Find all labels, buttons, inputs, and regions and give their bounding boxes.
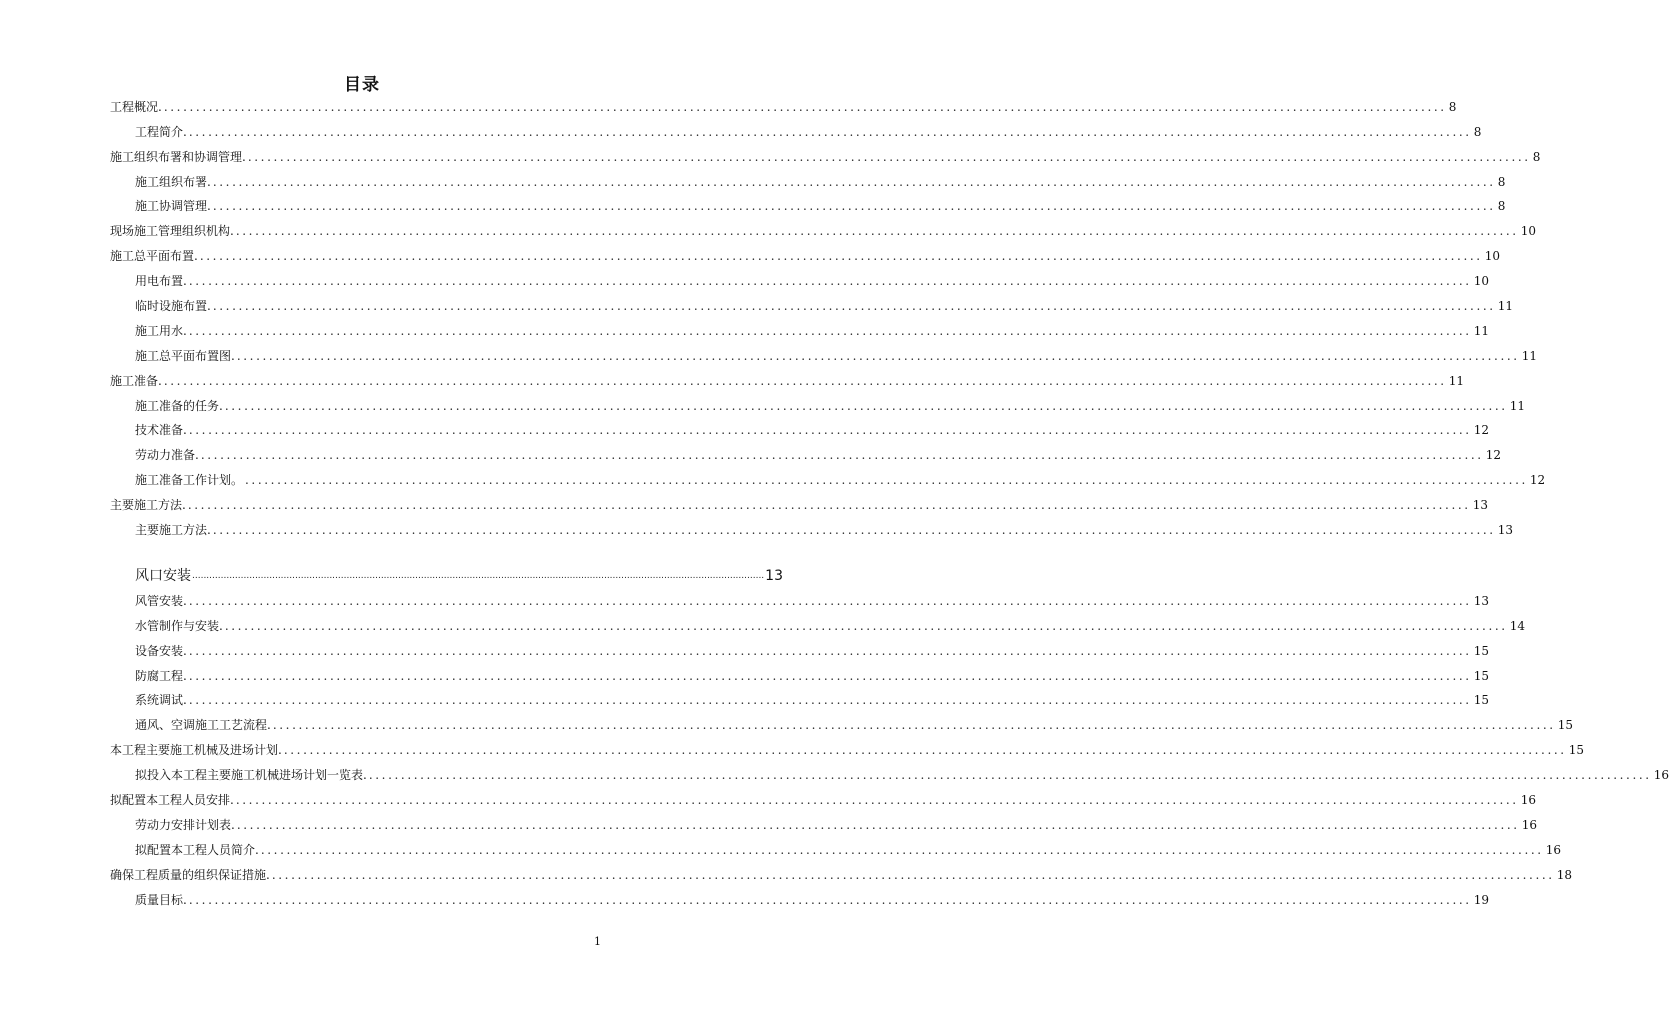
toc-dot-leader: ........................................................................................................................................................................................................ bbox=[224, 398, 1508, 413]
toc-dot-leader: ........................................................................................................................................................................................................ bbox=[236, 348, 1520, 363]
toc-entry-page: 13 bbox=[1473, 593, 1489, 608]
toc-entry-page: 15 bbox=[1473, 668, 1489, 683]
toc-dot-leader: ........................................................................................................................................................................................................ bbox=[199, 249, 1483, 264]
toc-entry-page: 8 bbox=[1473, 124, 1482, 139]
toc-dot-leader: ........................................................................................................................................................................................................ bbox=[247, 149, 1531, 164]
toc-entry-page: 13 bbox=[1472, 498, 1488, 513]
toc-entry[interactable] bbox=[110, 659, 1489, 684]
toc-entry-page: 15 bbox=[1473, 693, 1489, 708]
toc-entry-title: 技术准备. bbox=[135, 423, 187, 438]
toc-dot-leader: ........................................................................................................................................................................................................ bbox=[188, 124, 1472, 139]
toc-entry[interactable] bbox=[110, 684, 1489, 709]
toc-dot-leader: ........................................................................................................................................................................................................ bbox=[188, 892, 1472, 907]
toc-entry[interactable] bbox=[110, 609, 1525, 634]
toc-entry-title: 施工协调管理. bbox=[135, 199, 211, 214]
toc-entry[interactable] bbox=[110, 783, 1536, 808]
toc-entry-title: 确保工程质量的组织保证措施. bbox=[110, 867, 270, 882]
toc-entry[interactable] bbox=[110, 264, 1489, 289]
toc-entry-title: 拟配置本工程人员简介. bbox=[135, 842, 259, 857]
toc-entry[interactable] bbox=[110, 733, 1584, 758]
toc-dot-leader: ........................................................................................................................................................................................................ bbox=[163, 99, 1447, 114]
toc-entry[interactable] bbox=[110, 214, 1536, 239]
toc-entry-page: 19 bbox=[1473, 892, 1489, 907]
toc-entry-page: 10 bbox=[1484, 249, 1500, 264]
toc-dot-leader: ........................................................................................................................................................................................................ bbox=[235, 793, 1519, 808]
toc-entry[interactable] bbox=[110, 239, 1500, 264]
toc-entry-page: 15 bbox=[1557, 718, 1573, 733]
toc-entry-page: 18 bbox=[1556, 867, 1572, 882]
toc-entry-page: 11 bbox=[1497, 299, 1513, 314]
toc-entry-title: 拟配置本工程人员安排. bbox=[110, 793, 234, 808]
toc-entry-title: 施工组织布署. bbox=[135, 174, 211, 189]
toc-entry-title: 工程简介. bbox=[135, 124, 187, 139]
toc-dot-leader: ........................................................................................................................................................................................................ bbox=[272, 718, 1556, 733]
toc-entry-title: 劳动力准备. bbox=[135, 448, 199, 463]
toc-entry-title: 本工程主要施工机械及进场计划. bbox=[110, 743, 282, 758]
toc-entry[interactable] bbox=[110, 289, 1513, 314]
toc-entry-title: 施工准备工作计划。 bbox=[135, 473, 244, 488]
toc-entry-title: 防腐工程. bbox=[135, 668, 187, 683]
toc-entry-page: 11 bbox=[1521, 348, 1537, 363]
toc-entry[interactable] bbox=[110, 314, 1489, 339]
toc-entry-page: 11 bbox=[1473, 323, 1489, 338]
toc-dot-leader: ........................................................................................................................................................................................................ bbox=[188, 668, 1472, 683]
toc-entry-title: 临时设施布置. bbox=[135, 299, 211, 314]
toc-entry[interactable] bbox=[110, 634, 1489, 659]
toc-entry-title: 施工组织布署和协调管理. bbox=[110, 149, 246, 164]
toc-entry-title: 系统调试. bbox=[135, 693, 187, 708]
toc-entry-page: 11 bbox=[1448, 373, 1464, 388]
toc-dot-leader: ........................................................................................................................................................................................................ bbox=[192, 571, 765, 582]
table-of-contents bbox=[110, 90, 1669, 908]
toc-entry-title: 用电布置. bbox=[135, 274, 187, 289]
page-title: 目录 bbox=[344, 75, 380, 95]
toc-entry-page: 15 bbox=[1473, 643, 1489, 658]
toc-entry-page: 8 bbox=[1497, 199, 1506, 214]
toc-dot-leader: ........................................................................................................................................................................................................ bbox=[368, 768, 1652, 783]
toc-entry-title: 施工总平面布置. bbox=[110, 249, 198, 264]
toc-entry-title: 施工准备的任务. bbox=[135, 398, 223, 413]
toc-entry-page: 16 bbox=[1545, 842, 1561, 857]
toc-entry[interactable] bbox=[110, 513, 1513, 538]
toc-entry[interactable] bbox=[110, 140, 1541, 165]
toc-dot-leader: ........................................................................................................................................................................................................ bbox=[188, 323, 1472, 338]
toc-entry-title: 劳动力安排计划表. bbox=[135, 817, 235, 832]
toc-entry-title: 施工总平面布置图. bbox=[135, 348, 235, 363]
toc-entry-page: 14 bbox=[1509, 618, 1525, 633]
toc-entry[interactable] bbox=[110, 389, 1525, 414]
toc-entry-page: 15 bbox=[1568, 743, 1584, 758]
toc-entry[interactable] bbox=[110, 438, 1501, 463]
toc-entry-title: 工程概况. bbox=[110, 99, 162, 114]
toc-entry-page: 13 bbox=[765, 568, 783, 585]
toc-entry-title: 施工用水. bbox=[135, 323, 187, 338]
toc-dot-leader: ........................................................................................................................................................................................................ bbox=[187, 498, 1471, 513]
toc-entry[interactable] bbox=[110, 339, 1537, 364]
toc-dot-leader: ........................................................................................................................................................................................................ bbox=[235, 224, 1519, 239]
toc-dot-leader: ........................................................................................................................................................................................................ bbox=[245, 473, 1528, 488]
toc-dot-leader: ........................................................................................................................................................................................................ bbox=[212, 523, 1496, 538]
toc-dot-leader: ........................................................................................................................................................................................................ bbox=[224, 618, 1508, 633]
toc-dot-leader: ........................................................................................................................................................................................................ bbox=[236, 817, 1520, 832]
toc-entry[interactable] bbox=[110, 115, 1482, 140]
toc-dot-leader: ........................................................................................................................................................................................................ bbox=[200, 448, 1484, 463]
toc-entry-page: 8 bbox=[1532, 149, 1541, 164]
toc-entry-title: 现场施工管理组织机构. bbox=[110, 224, 234, 239]
toc-entry[interactable] bbox=[110, 463, 1546, 488]
toc-entry-title: 主要施工方法. bbox=[110, 498, 186, 513]
toc-entry-page: 13 bbox=[1497, 523, 1513, 538]
toc-entry[interactable] bbox=[110, 90, 1457, 115]
toc-dot-leader: ........................................................................................................................................................................................................ bbox=[188, 643, 1472, 658]
toc-dot-leader: ........................................................................................................................................................................................................ bbox=[188, 423, 1472, 438]
toc-entry[interactable] bbox=[110, 858, 1572, 883]
toc-entry[interactable] bbox=[110, 833, 1561, 858]
toc-entry-title: 主要施工方法. bbox=[135, 523, 211, 538]
toc-entry-title: 通风、空调施工工艺流程. bbox=[135, 718, 271, 733]
toc-dot-leader: ........................................................................................................................................................................................................ bbox=[212, 199, 1496, 214]
toc-entry-page: 16 bbox=[1521, 817, 1537, 832]
toc-entry[interactable] bbox=[110, 488, 1488, 513]
toc-entry[interactable] bbox=[110, 883, 1489, 908]
toc-entry-page: 16 bbox=[1520, 793, 1536, 808]
toc-entry-page: 12 bbox=[1529, 473, 1546, 488]
toc-entry-page: 10 bbox=[1473, 274, 1489, 289]
toc-entry-page: 16 bbox=[1653, 768, 1669, 783]
toc-dot-leader: ........................................................................................................................................................................................................ bbox=[283, 743, 1567, 758]
toc-entry-title: 风口安装 bbox=[135, 568, 191, 585]
toc-entry[interactable] bbox=[110, 190, 1506, 215]
toc-dot-leader: ........................................................................................................................................................................................................ bbox=[188, 274, 1472, 289]
toc-entry[interactable] bbox=[110, 414, 1489, 439]
toc-entry-page: 12 bbox=[1485, 448, 1501, 463]
toc-entry[interactable] bbox=[110, 808, 1537, 833]
toc-entry[interactable] bbox=[110, 758, 1669, 783]
toc-entry[interactable] bbox=[110, 584, 1489, 609]
toc-dot-leader: ........................................................................................................................................................................................................ bbox=[188, 593, 1472, 608]
toc-dot-leader: ........................................................................................................................................................................................................ bbox=[163, 373, 1447, 388]
toc-entry-title: 设备安装. bbox=[135, 643, 187, 658]
toc-dot-leader: ........................................................................................................................................................................................................ bbox=[212, 174, 1496, 189]
toc-entry-title: 施工准备. bbox=[110, 373, 162, 388]
toc-entry[interactable] bbox=[110, 364, 1464, 389]
toc-entry-title: 水管制作与安装. bbox=[135, 618, 223, 633]
toc-entry[interactable] bbox=[110, 538, 783, 585]
toc-dot-leader: ........................................................................................................................................................................................................ bbox=[212, 299, 1496, 314]
toc-entry-page: 11 bbox=[1509, 398, 1525, 413]
toc-entry-page: 12 bbox=[1473, 423, 1489, 438]
toc-entry-page: 10 bbox=[1520, 224, 1536, 239]
toc-entry-title: 风管安装. bbox=[135, 593, 187, 608]
page-number: 1 bbox=[594, 935, 601, 948]
toc-entry-title: 拟投入本工程主要施工机械进场计划一览表. bbox=[135, 768, 367, 783]
toc-dot-leader: ........................................................................................................................................................................................................ bbox=[271, 867, 1555, 882]
toc-entry[interactable] bbox=[110, 708, 1573, 733]
toc-entry-title: 质量目标. bbox=[135, 892, 187, 907]
toc-dot-leader: ........................................................................................................................................................................................................ bbox=[188, 693, 1472, 708]
toc-entry[interactable] bbox=[110, 165, 1506, 190]
toc-dot-leader: ........................................................................................................................................................................................................ bbox=[260, 842, 1544, 857]
toc-entry-page: 8 bbox=[1448, 99, 1457, 114]
toc-entry-page: 8 bbox=[1497, 174, 1506, 189]
